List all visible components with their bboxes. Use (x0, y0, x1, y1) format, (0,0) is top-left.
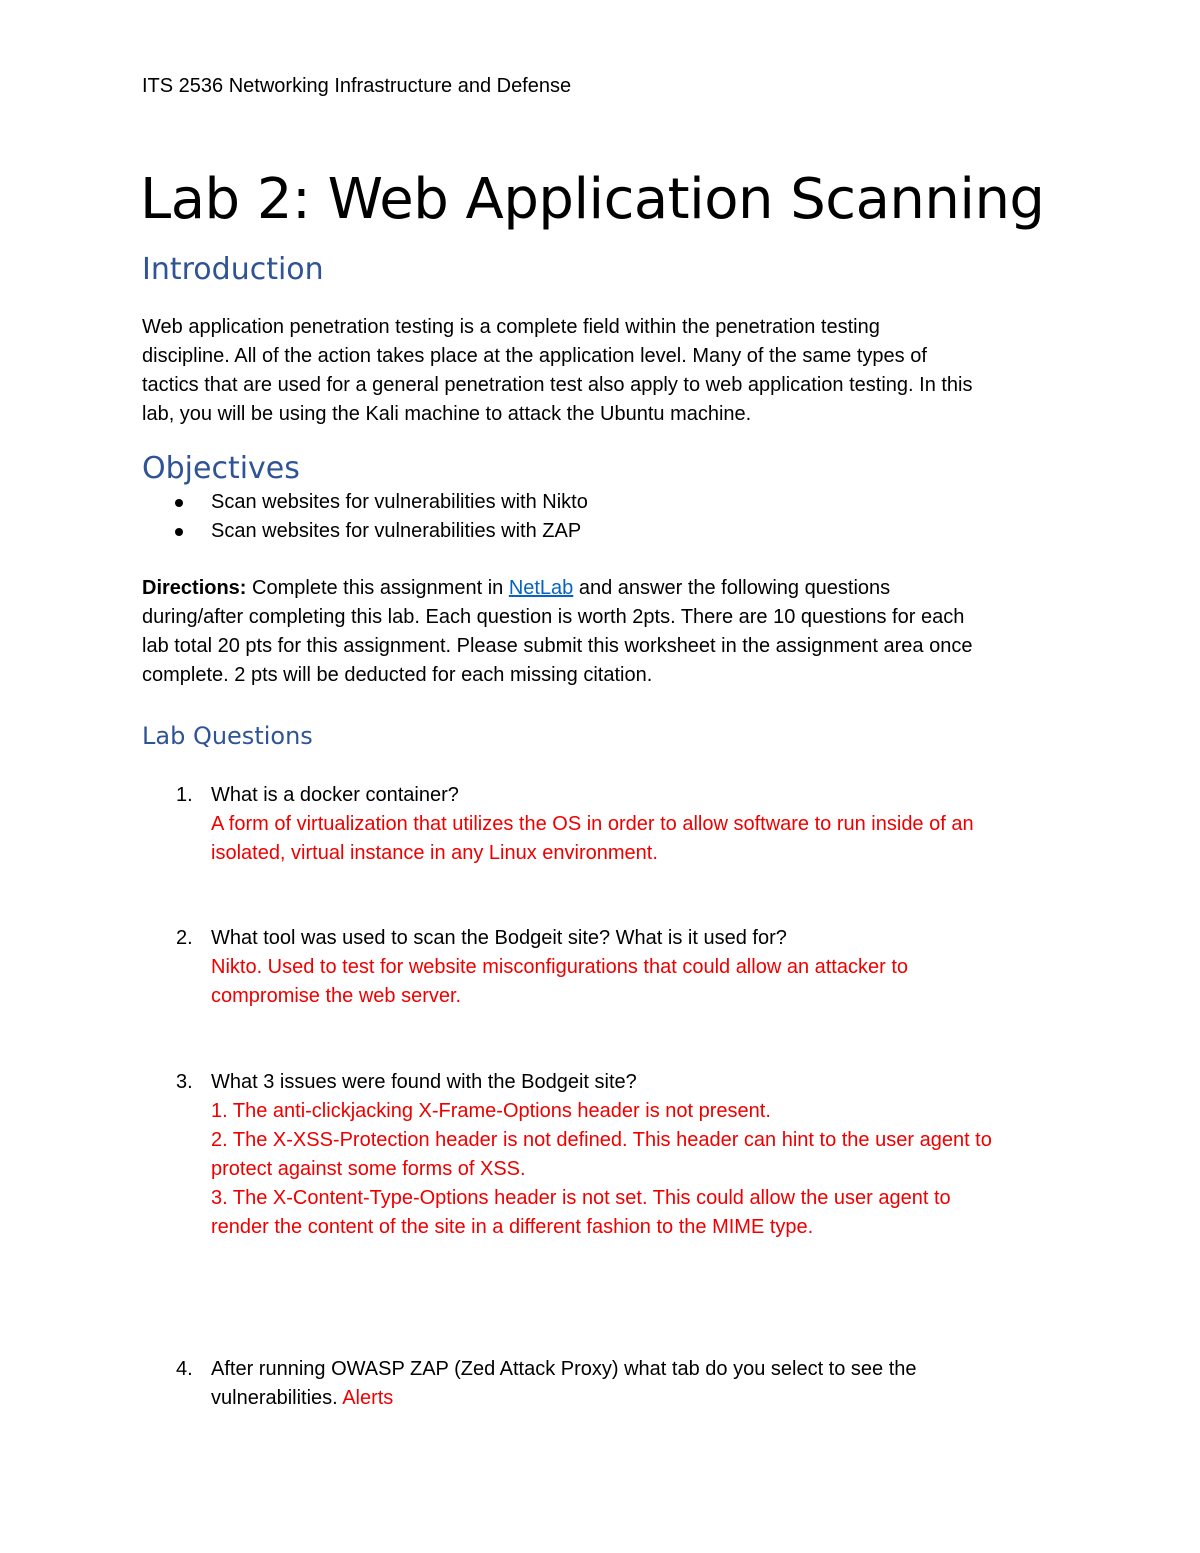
question-number: 4. (176, 1358, 193, 1380)
directions-line: complete. 2 pts will be deducted for each missing citation. (142, 664, 653, 686)
directions-line (142, 574, 1062, 603)
netlab-link[interactable]: NetLab (508, 577, 574, 599)
bullet-icon (175, 528, 183, 536)
answer-text: 2. The X-XSS-Protection header is not defined. This header can hint to the user agent to (211, 1129, 992, 1151)
objective-text: Scan websites for vulnerabilities with Nikto (211, 491, 588, 513)
answer-text: protect against some forms of XSS. (211, 1158, 526, 1180)
question-text-line (211, 1384, 1092, 1413)
question-item (142, 1068, 1092, 1242)
introduction-paragraph (142, 313, 1062, 429)
question-item (142, 1355, 1092, 1413)
directions-line: during/after completing this lab. Each question is worth 2pts. There are 10 questions for each (142, 606, 965, 628)
directions-paragraph (142, 574, 1062, 690)
question-number: 1. (176, 784, 193, 806)
question-item (142, 924, 1092, 1011)
objective-item (142, 517, 588, 546)
introduction-line: lab, you will be using the Kali machine to attack the Ubuntu machine. (142, 403, 752, 425)
directions-label: Directions: (142, 577, 247, 599)
question-text: What tool was used to scan the Bodgeit site? What is it used for? (211, 927, 787, 949)
objective-text: Scan websites for vulnerabilities with ZAP (211, 520, 582, 542)
question-text: What 3 issues were found with the Bodgeit site? (211, 1071, 637, 1093)
answer-text: 3. The X-Content-Type-Options header is not set. This could allow the user agent to (211, 1187, 951, 1209)
objectives-heading: Objectives (142, 451, 300, 486)
answer-text: 1. The anti-clickjacking X-Frame-Options header is not present. (211, 1100, 771, 1122)
introduction-line: discipline. All of the action takes place at the application level. Many of the same types of (142, 345, 927, 367)
introduction-line: tactics that are used for a general penetration test also apply to web application testing. In this (142, 374, 973, 396)
question-number: 2. (176, 927, 193, 949)
introduction-line: Web application penetration testing is a complete field within the penetration testing (142, 316, 880, 338)
answer-text: A form of virtualization that utilizes the OS in order to allow software to run inside of an (211, 813, 974, 835)
question-text: After running OWASP ZAP (Zed Attack Proxy) what tab do you select to see the (211, 1358, 917, 1380)
page-title: Lab 2: Web Application Scanning (140, 167, 1045, 232)
question-item (142, 781, 1092, 868)
directions-text: Complete this assignment in (246, 577, 509, 599)
directions-text: and answer the following questions (573, 577, 891, 599)
answer-text: Alerts (342, 1387, 394, 1409)
introduction-heading: Introduction (142, 252, 324, 287)
question-number: 3. (176, 1071, 193, 1093)
answer-text: Nikto. Used to test for website misconfigurations that could allow an attacker to (211, 956, 909, 978)
directions-line: lab total 20 pts for this assignment. Please submit this worksheet in the assignment area once (142, 635, 973, 657)
question-text: vulnerabilities. (211, 1387, 338, 1409)
answer-text: compromise the web server. (211, 985, 462, 1007)
objectives-list (142, 488, 588, 546)
lab-questions-heading: Lab Questions (142, 722, 313, 750)
bullet-icon (175, 499, 183, 507)
page-header: ITS 2536 Networking Infrastructure and Defense (142, 75, 572, 97)
question-text: What is a docker container? (211, 784, 459, 806)
answer-text: render the content of the site in a different fashion to the MIME type. (211, 1216, 814, 1238)
answer-text: isolated, virtual instance in any Linux environment. (211, 842, 658, 864)
objective-item (142, 488, 588, 517)
